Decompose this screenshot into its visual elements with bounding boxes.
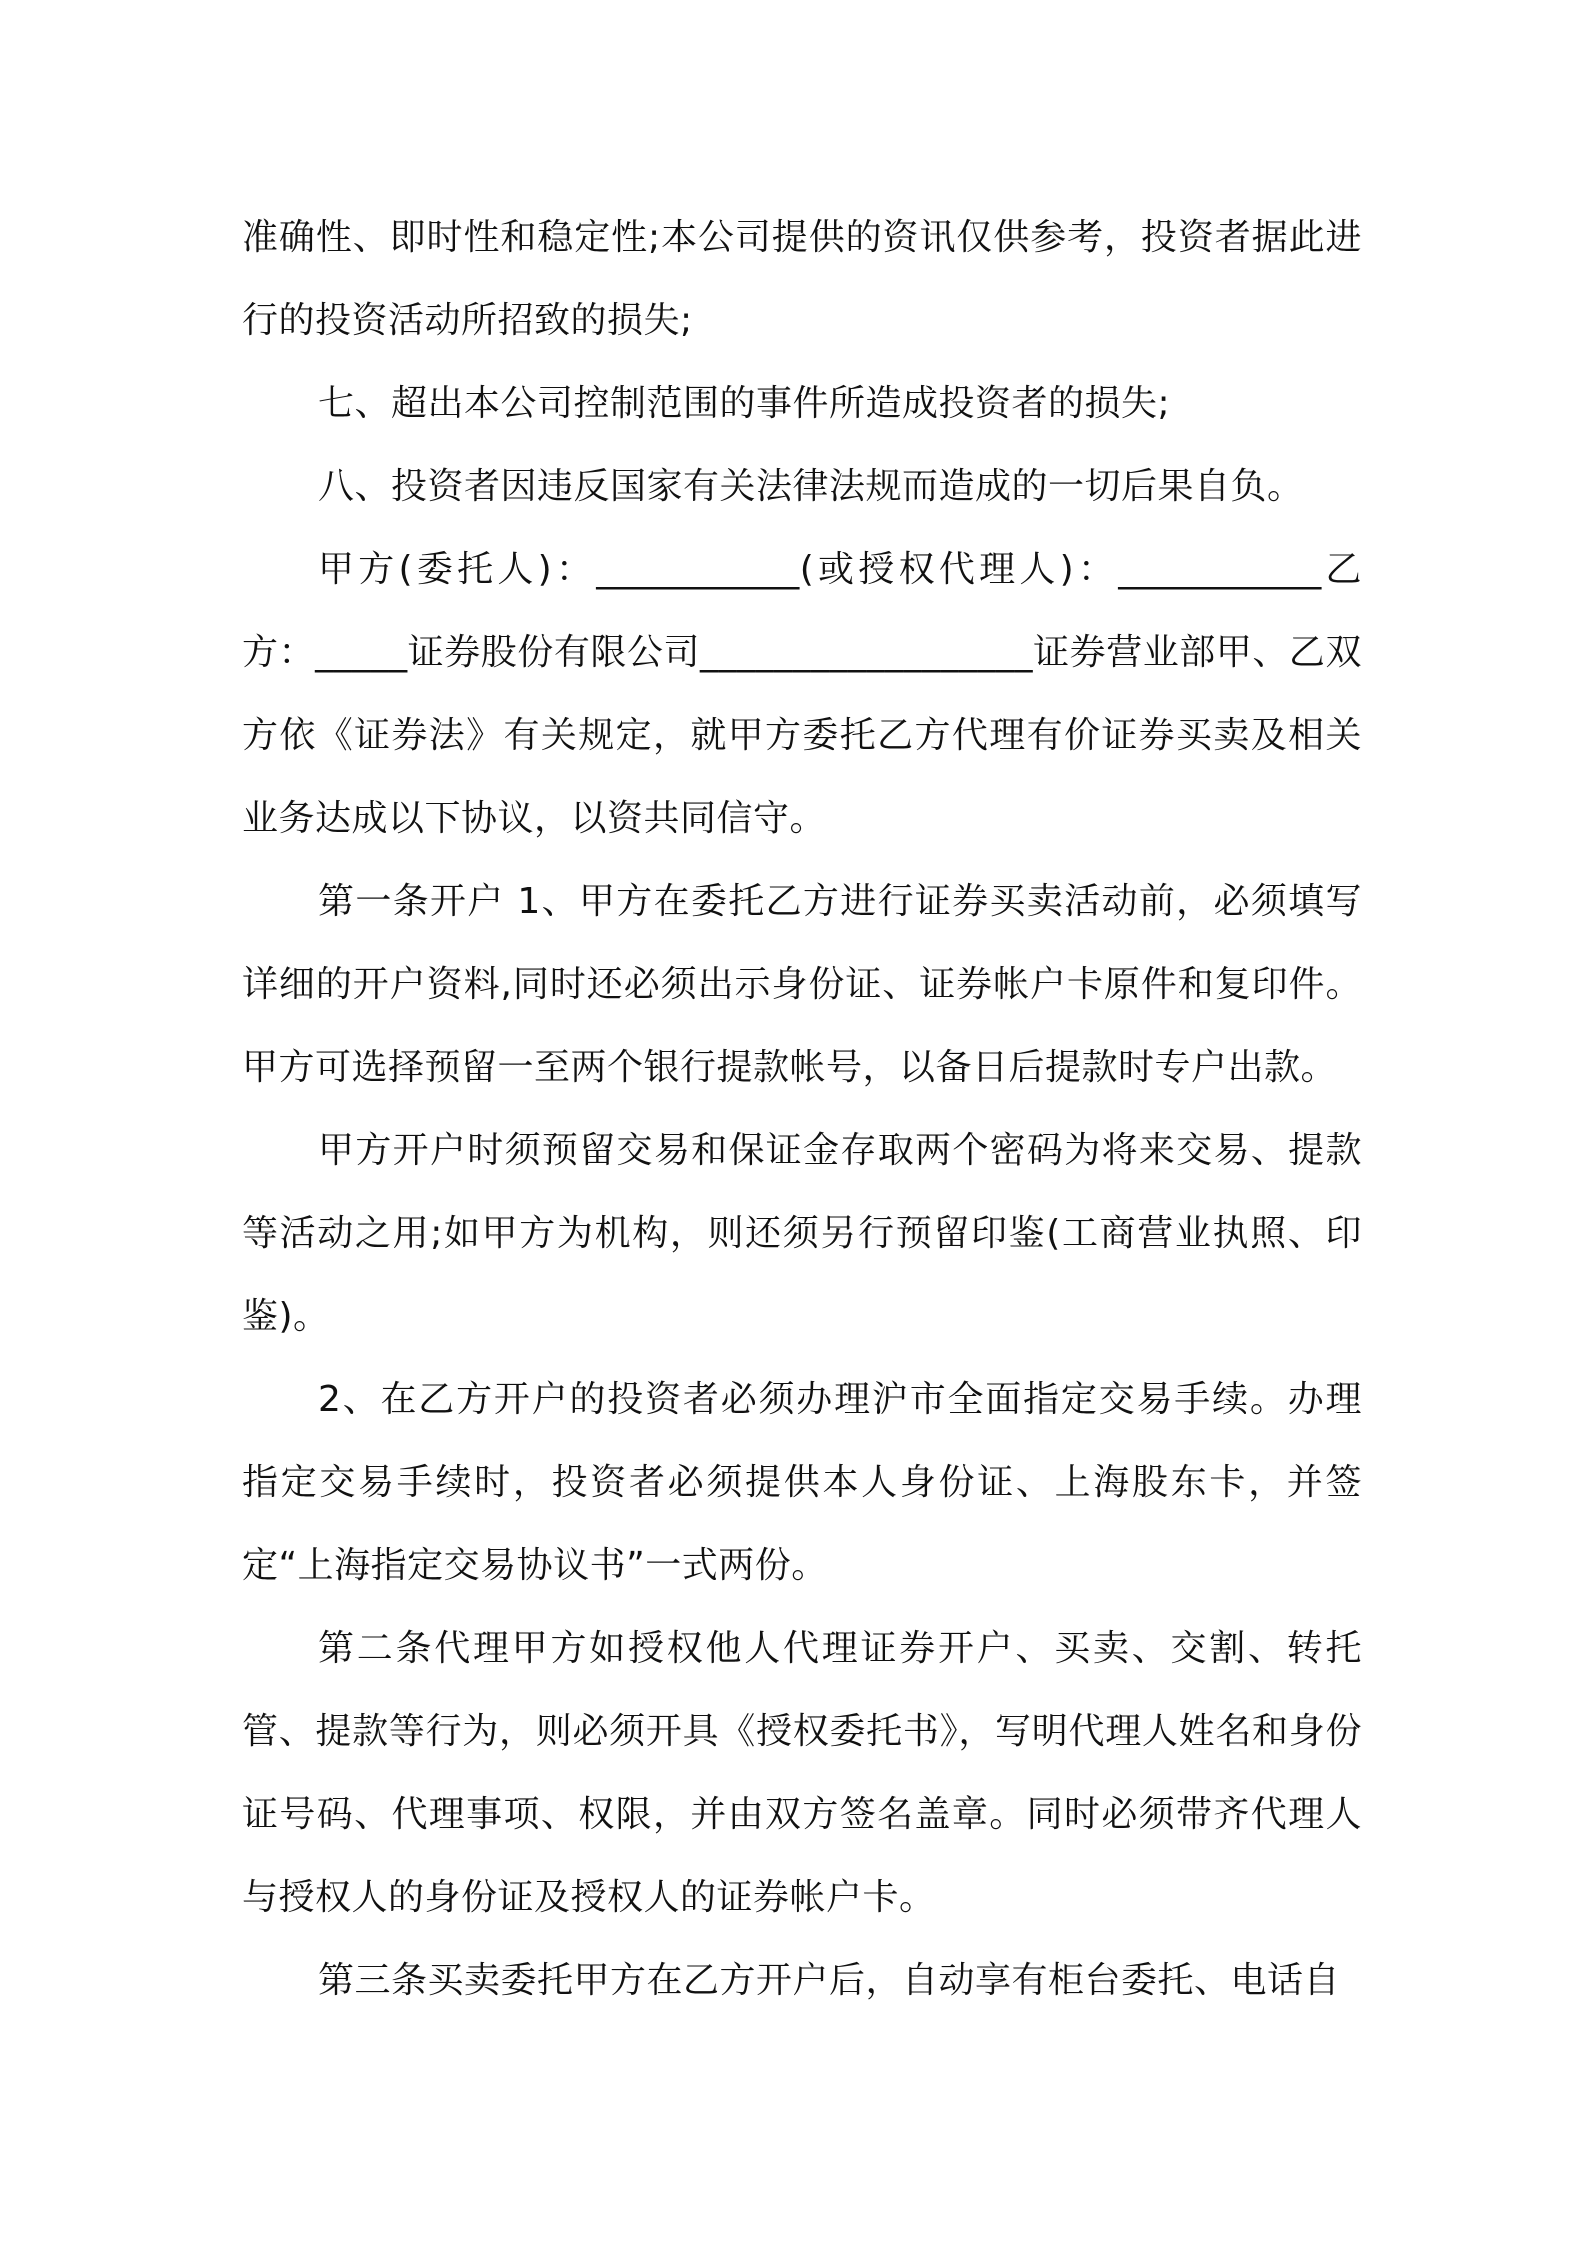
paragraph-article-two: 第二条代理甲方如授权他人代理证券开户、买卖、交割、转托管、提款等行为，则必须开具《授权委托书》，写明代理人姓名和身份证号码、代理事项、权限，并由双方签名盖章。同时必须带齐代理人与授权人的身份证及授权人的证券帐户卡。 [242,1628,1362,1918]
paragraph-article-three: 第三条买卖委托甲方在乙方开户后，自动享有柜台委托、电话自 [318,1960,1341,2001]
paragraph-designated-trading: 2、在乙方开户的投资者必须办理沪市全面指定交易手续。办理指定交易手续时，投资者必须提供本人身份证、上海股东卡，并签定“上海指定交易协议书”一式两份。 [242,1379,1362,1586]
paragraph-disclaimer-continuation: 准确性、即时性和稳定性;本公司提供的资讯仅供参考，投资者据此进行的投资活动所招致的损失; [242,217,1362,341]
paragraph-parties: 甲方(委托人)：___________(或授权代理人)：___________乙方：_____证券股份有限公司__________________证券营业部甲、乙双方依《证券法》有关规定，就甲方委托乙方代理有价证券买卖及相关业务达成以下协议，以资共同信守。 [242,549,1362,839]
paragraph-article-one: 第一条开户 1、甲方在委托乙方进行证券买卖活动前，必须填写详细的开户资料,同时还必须出示身份证、证券帐户卡原件和复印件。甲方可选择预留一至两个银行提款帐号，以备日后提款时专户出款。 [242,881,1362,1088]
paragraph-clause-eight: 八、投资者因违反国家有关法律法规而造成的一切后果自负。 [318,466,1304,507]
document-body [242,196,1362,2022]
paragraph-passwords: 甲方开户时须预留交易和保证金存取两个密码为将来交易、提款等活动之用;如甲方为机构，则还须另行预留印鉴(工商营业执照、印鉴)。 [242,1130,1362,1337]
paragraph-clause-seven: 七、超出本公司控制范围的事件所造成投资者的损失; [318,383,1171,424]
